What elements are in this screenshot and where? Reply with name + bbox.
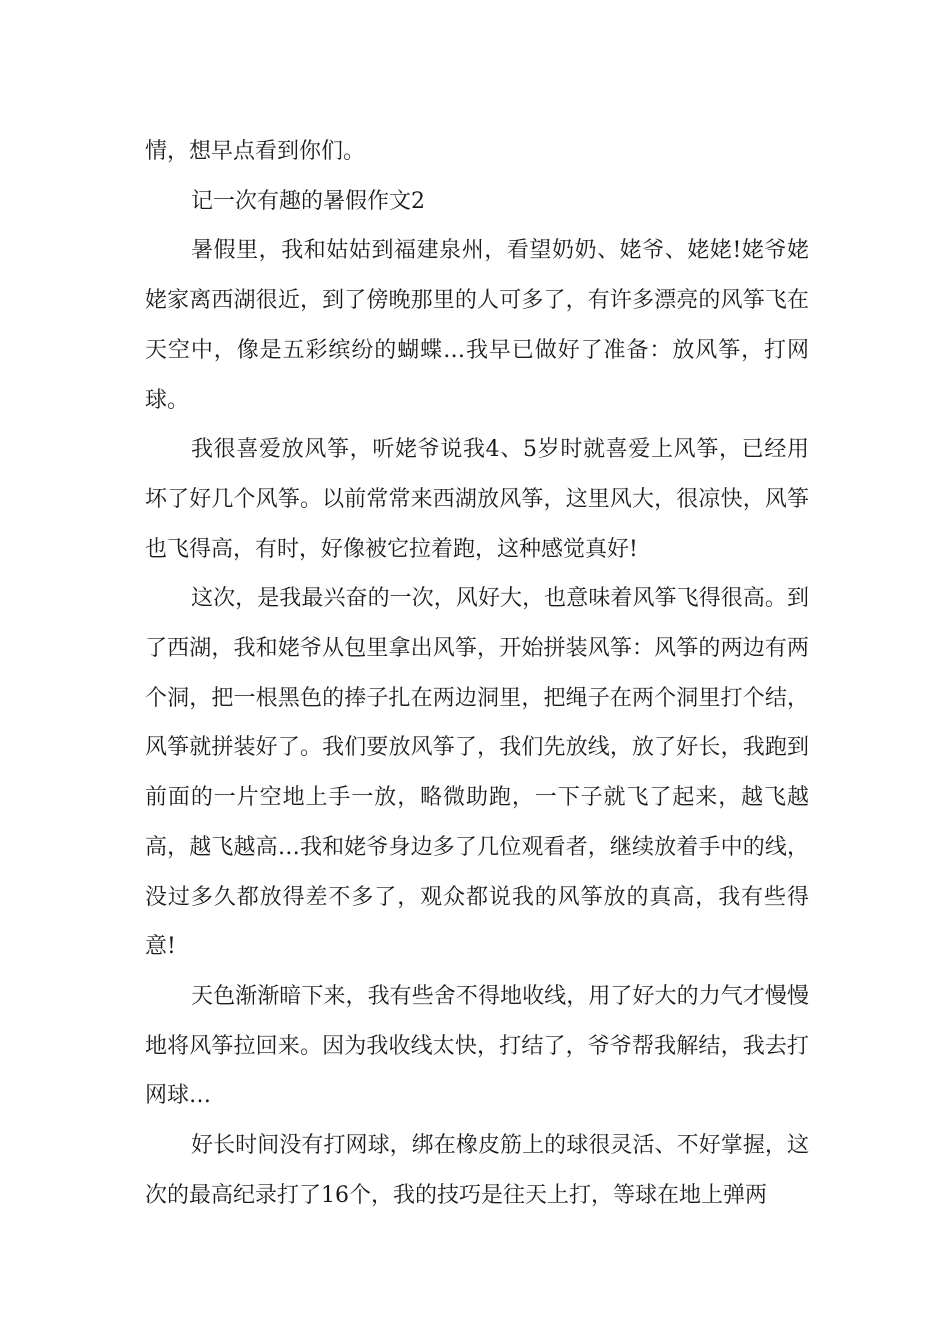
paragraph-intro: 暑假里，我和姑姑到福建泉州，看望奶奶、姥爷、姥姥!姥爷姥姥家离西湖很近，到了傍晚那里的人可多了，有许多漂亮的风筝飞在天空中，像是五彩缤纷的蝴蝶…我早已做好了准备：放风筝，打网球。 [145,238,809,413]
paragraph-dusk: 天色渐渐暗下来，我有些舍不得地收线，用了好大的力气才慢慢地将风筝拉回来。因为我收线太快，打结了，爷爷帮我解结，我去打网球… [145,983,809,1109]
essay-title: 记一次有趣的暑假作文2 [191,188,425,214]
paragraph-continuation: 情，想早点看到你们。 [145,139,366,164]
essay-body [145,127,809,1220]
paragraph-kite-love: 我很喜爱放风筝，听姥爷说我4、5岁时就喜爱上风筝，已经用坏了好几个风筝。以前常常来西湖放风筝，这里风大，很凉快，风筝也飞得高，有时，好像被它拉着跑，这种感觉真好! [145,437,809,562]
paragraph-tennis: 好长时间没有打网球，绑在橡皮筋上的球很灵活、不好掌握，这次的最高纪录打了16个，我的技巧是往天上打，等球在地上弹两 [145,1133,809,1208]
paragraph-kite-flying: 这次，是我最兴奋的一次，风好大，也意味着风筝飞得很高。到了西湖，我和姥爷从包里拿出风筝，开始拼装风筝：风筝的两边有两个洞，把一根黑色的捧子扎在两边洞里，把绳子在两个洞里打个结，风筝就拼装好了。我们要放风筝了，我们先放线，放了好长，我跑到前面的一片空地上手一放，略微助跑，一下子就飞了起来，越飞越高，越飞越高…我和姥爷身边多了几位观看者，继续放着手中的线，没过多久都放得差不多了，观众都说我的风筝放的真高，我有些得意! [145,586,809,960]
